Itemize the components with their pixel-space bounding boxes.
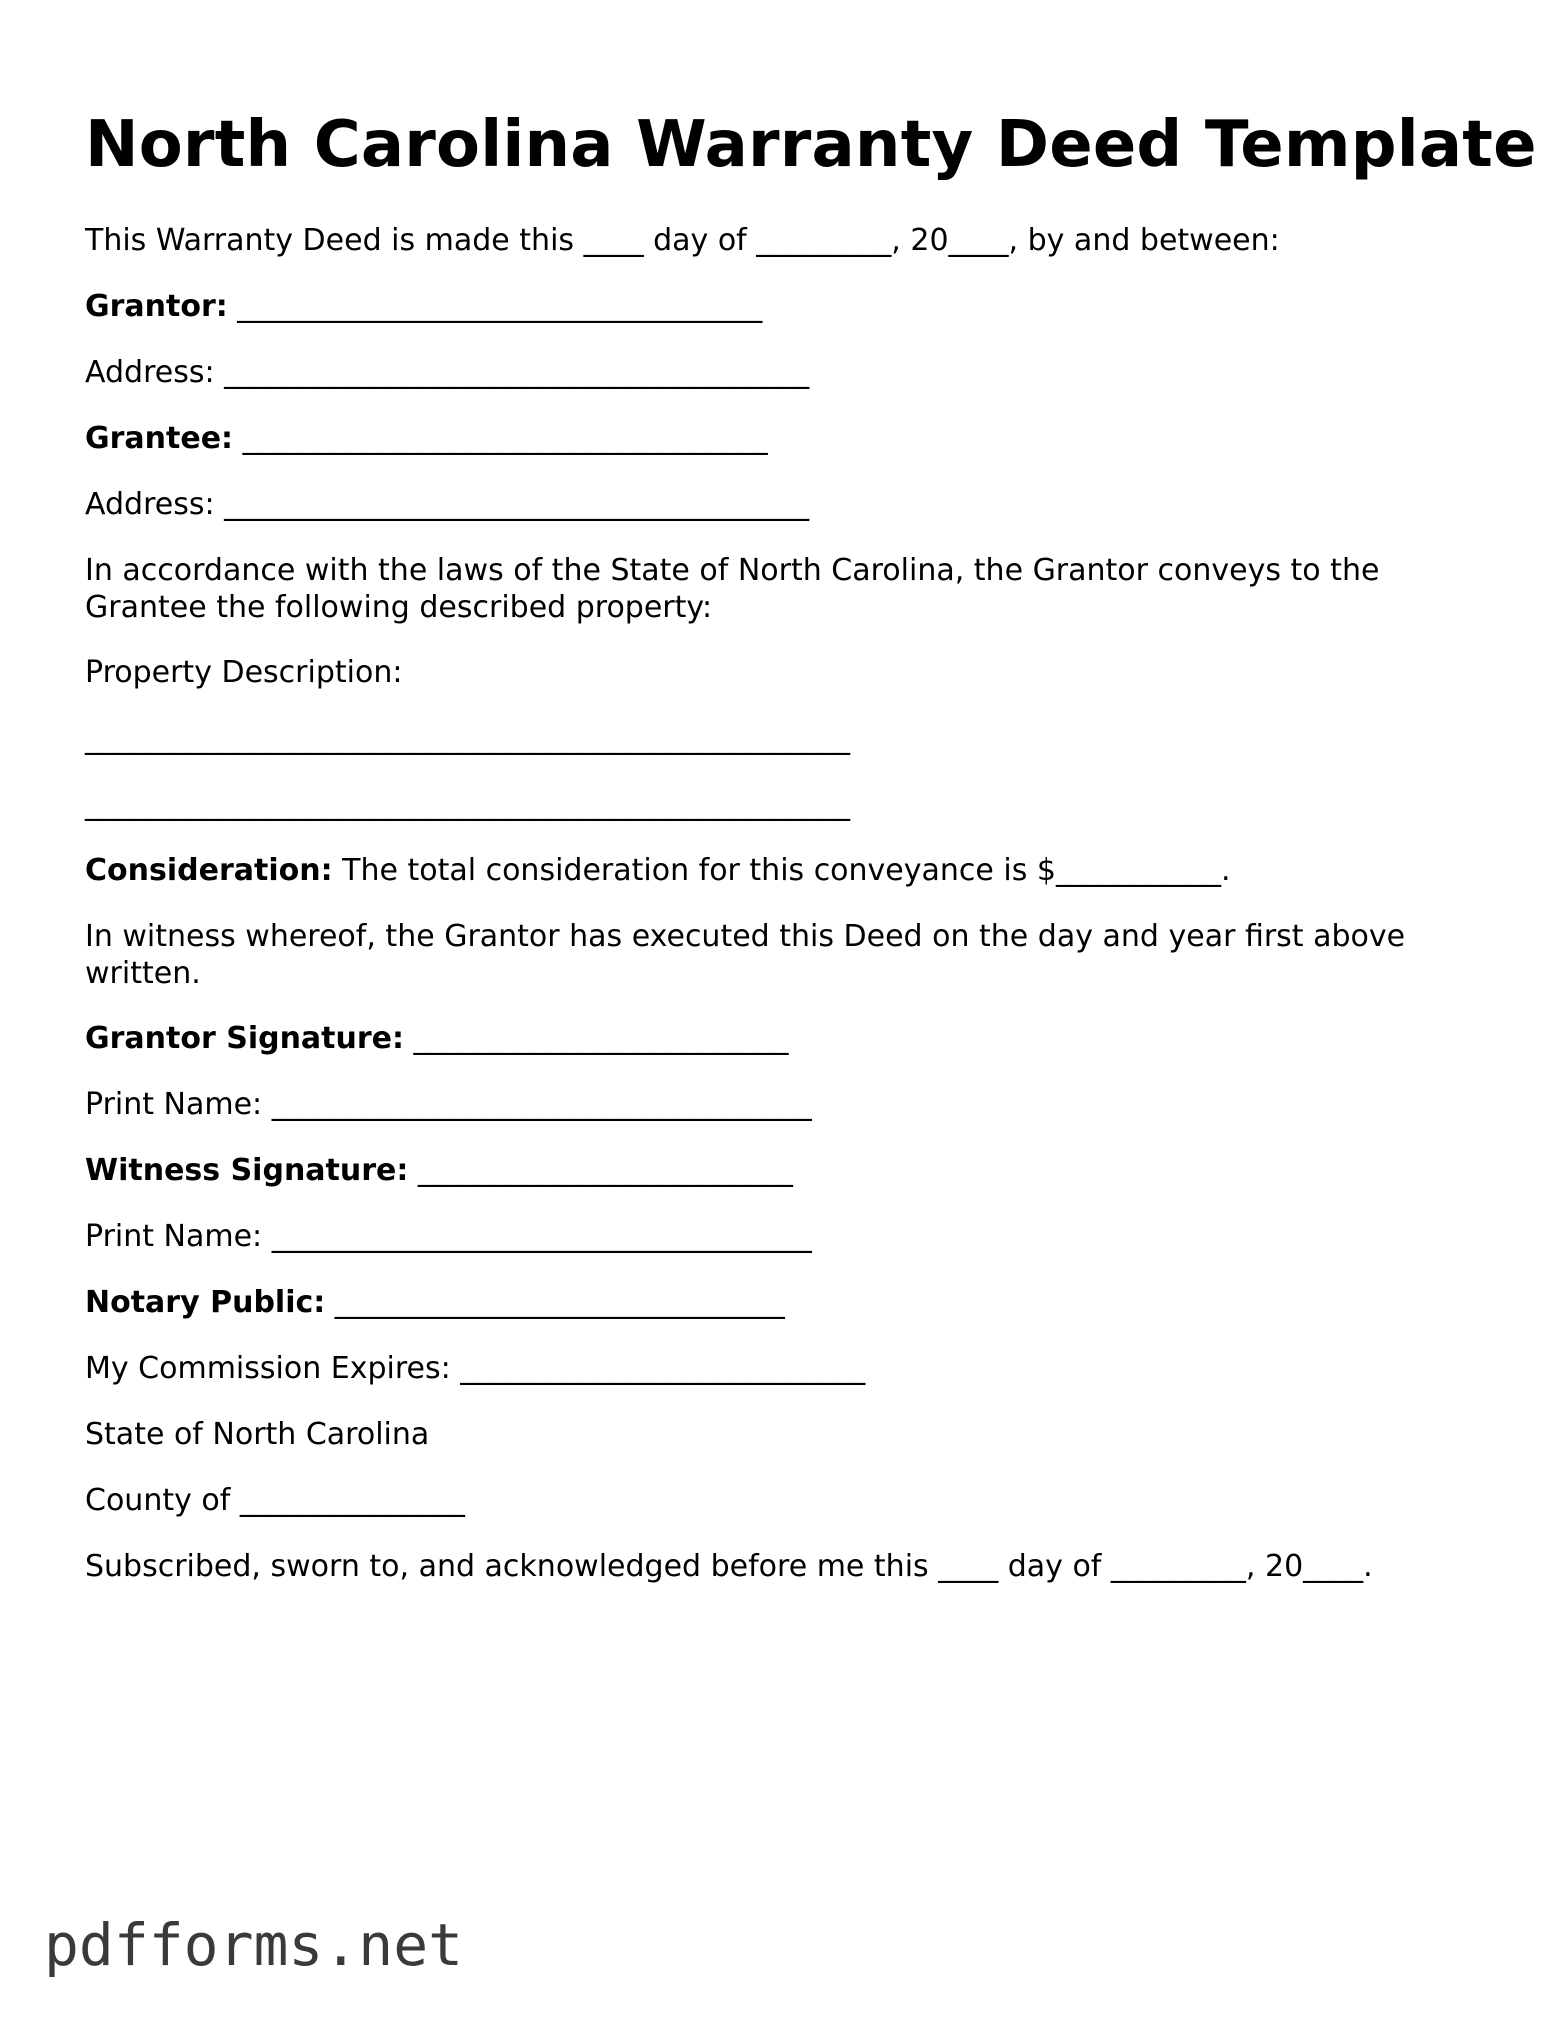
grantor-signature-label: Grantor Signature: [85, 1021, 405, 1056]
grantor-label: Grantor: [85, 289, 228, 324]
witness-signature-label: Witness Signature: [85, 1153, 409, 1188]
grantee-label: Grantee: [85, 421, 234, 456]
grantor-signature-blank: _________________________ [404, 1021, 789, 1056]
state-line: State of North Carolina [85, 1417, 430, 1452]
grantee-address-line: Address: _______________________________________ [85, 487, 810, 522]
consideration-text: The total consideration for this conveyance is $___________. [332, 853, 1231, 888]
grantor-blank: ___________________________________ [227, 289, 763, 324]
witness-clause-paragraph: In witness whereof, the Grantor has executed this Deed on the day and year first above written. [85, 919, 1406, 991]
pdfforms-logo: pdfforms.net [44, 1911, 464, 1979]
grantee-blank: ___________________________________ [233, 421, 768, 456]
witness-signature-blank: _________________________ [408, 1153, 793, 1188]
witness-signature-line [85, 1152, 793, 1189]
grantor-print-name-line: Print Name: ____________________________________ [85, 1087, 812, 1122]
notary-public-line [85, 1284, 785, 1321]
conveyance-paragraph: In accordance with the laws of the State of North Carolina, the Grantor conveys to the Grantee the following described property: [85, 553, 1380, 625]
grantee-line [85, 420, 768, 457]
property-description-label: Property Description: [85, 655, 403, 690]
notary-public-blank: ______________________________ [325, 1285, 785, 1320]
county-line: County of _______________ [85, 1483, 465, 1518]
consideration-line [85, 852, 1231, 889]
witness-print-name-line: Print Name: ____________________________________ [85, 1219, 812, 1254]
page-title: North Carolina Warranty Deed Template [85, 108, 1537, 182]
grantor-line [85, 288, 762, 325]
acknowledgment-line: Subscribed, sworn to, and acknowledged before me this ____ day of _________, 20____. [85, 1549, 1373, 1584]
commission-expires-line: My Commission Expires: ___________________________ [85, 1351, 866, 1386]
notary-public-label: Notary Public: [85, 1285, 326, 1320]
grantor-address-line: Address: _______________________________________ [85, 355, 810, 390]
intro-line: This Warranty Deed is made this ____ day of _________, 20____, by and between: [85, 223, 1280, 258]
grantor-signature-line [85, 1020, 789, 1057]
property-description-line-2: ___________________________________________________ [85, 787, 850, 822]
property-description-line-1: ___________________________________________________ [85, 721, 850, 756]
consideration-label: Consideration: [85, 853, 333, 888]
